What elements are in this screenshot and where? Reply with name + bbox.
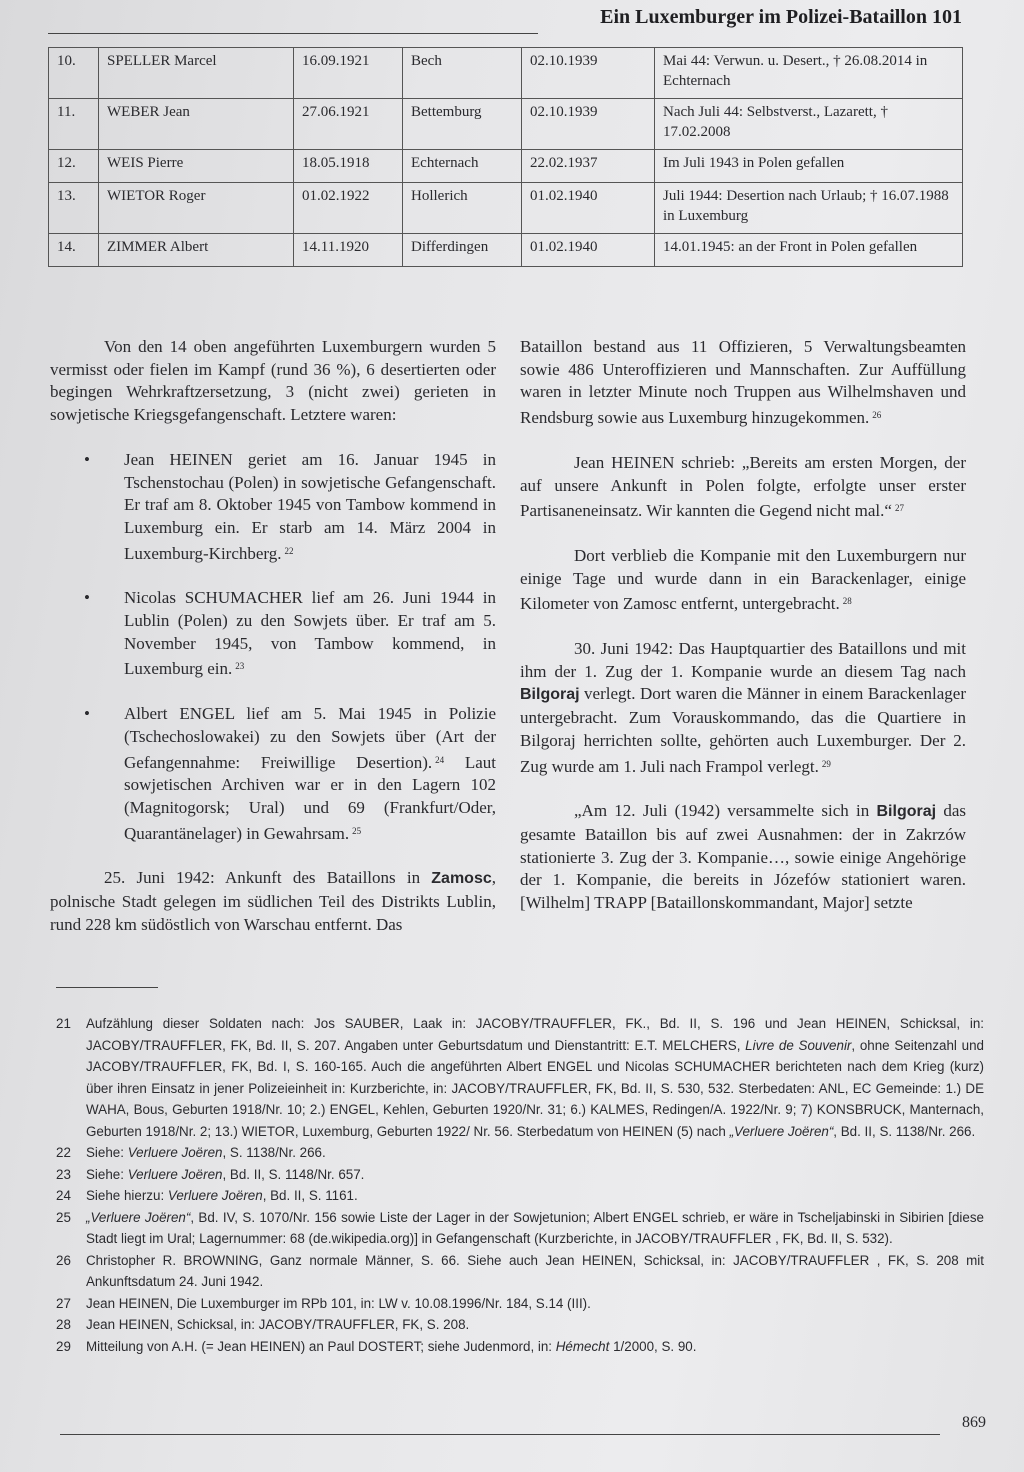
footnote-number: 24 <box>56 1188 71 1203</box>
paragraph: Dort verblieb die Kompanie mit den Luxemburgern nur einige Tage und wurde dann in ein Barackenlager, einige Kilometer von Zamosc entfernt, untergebracht. $^{28}$ <box>520 545 966 614</box>
footnote-ref: 27 <box>894 503 904 514</box>
table-row <box>49 234 963 267</box>
footnote-number: 27 <box>56 1295 71 1311</box>
table-cell: SPELLER Marcel <box>99 48 294 99</box>
footnotes <box>56 1013 984 1357</box>
table-cell: 10. <box>49 48 99 99</box>
table-cell: 01.02.1940 <box>522 234 655 267</box>
paragraph-zamosc: 25. Juni 1942: Ankunft des Bataillons in Zamosc, polnische Stadt gelegen im südlichen Teil des Distrikts Lublin, rund 228 km südöstlich von Warschau entfernt. Das <box>50 868 496 934</box>
bullet-icon: • <box>84 704 90 724</box>
footnote-ref: 23 <box>235 661 245 672</box>
table-cell: 14. <box>49 234 99 267</box>
bullet-icon: • <box>84 588 90 608</box>
footnote-ref: 25 <box>352 825 362 836</box>
footnote-ref: 26 <box>872 410 882 421</box>
place-name: Zamosc <box>431 870 492 888</box>
footnote-number: 26 <box>56 1252 71 1268</box>
table-cell: Bech <box>403 48 522 99</box>
table-cell: Differdingen <box>403 234 522 267</box>
footnote: 21 Aufzählung dieser Soldaten nach: Jos SAUBER, Laak in: JACOBY/TRAUFFLER, FK., Bd. II, S. 196 und Jean HEINEN, Schicksal, in: JACOBY/TRAUFFLER, FK, Bd. II, S. 207. Angaben unter Geburtsdatum und Dienstantritt: E.T. MELCHERS, Livre de Souvenir, ohne Seitenzahl und JACOBY/TRAUFFLER, FK, Bd. I, S. 160-165. Auch die angeführten Albert ENGEL und Nicolas SCHUMACHER berichteten nach dem Krieg (kurz) über ihren Einsatz in jener Polizeieinheit in: Kurzberichte, in: JACOBY/TRAUFFLER, FK, Bd. II, S. 530, 532. Sterbedaten: ANL, EC Gemeinde: 1.) DE WAHA, Bous, Geburten 1918/Nr. 10; 2.) ENGEL, Kehlen, Geburten 1920/Nr. 31; 6.) KALMES, Redingen/A. 1922/Nr. 9; 7) KONSBRUCK, Manternach, Geburten 1918/Nr. 2; 13.) WIETOR, Luxemburg, Geburten 1922/ Nr. 56. Sterbedatum von HEINEN (5) nach „Verluere Joëren“, Bd. II, S. 1138/Nr. 266. <box>56 1013 984 1142</box>
table-row <box>49 150 963 183</box>
table-cell: Im Juli 1943 in Polen gefallen <box>655 150 963 183</box>
table-cell: 01.02.1940 <box>522 183 655 234</box>
table-cell: 22.02.1937 <box>522 150 655 183</box>
footnote-number: 22 <box>56 1145 71 1160</box>
place-name: Bilgoraj <box>520 686 580 704</box>
table-cell: 13. <box>49 183 99 234</box>
footnote: 24 Siehe hierzu: Verluere Joëren, Bd. II, S. 1161. <box>56 1185 984 1207</box>
footnote-number: 21 <box>56 1016 71 1031</box>
table-cell: Nach Juli 44: Selbstverst., Lazarett, † 17.02.2008 <box>655 99 963 150</box>
table-cell: WEBER Jean <box>99 99 294 150</box>
paragraph: 30. Juni 1942: Das Hauptquartier des Bataillons und mit ihm der 1. Zug der 1. Kompanie wurde an diesem Tag nach Bilgoraj verlegt. Dort waren die Männer in einem Barackenlager untergebracht. Zum Vorauskommando, das die Quartiere in Bilgoraj herrichten sollte, gehörten auch Luxemburger. Der 2. Zug wurde am 1. Juli nach Frampol verlegt. $^{29}$ <box>520 639 966 776</box>
footnote-number: 25 <box>56 1209 71 1225</box>
table-cell: Juli 1944: Desertion nach Urlaub; † 16.07.1988 in Luxemburg <box>655 183 963 234</box>
list-item: • Jean HEINEN geriet am 16. Januar 1945 in Tschenstochau (Polen) in sowjetische Gefangenschaft. Er traf am 8. Oktober 1945 von Tambow kommend in Luxemburg ein. Er starb am 14. März 2004 in Luxemburg-Kirchberg. $^{22}$ <box>84 449 496 563</box>
table-cell: Bettemburg <box>403 99 522 150</box>
table-cell: 16.09.1921 <box>294 48 403 99</box>
table-cell: 18.05.1918 <box>294 150 403 183</box>
table-cell: WIETOR Roger <box>99 183 294 234</box>
table-cell: Mai 44: Verwun. u. Desert., † 26.08.2014 in Echternach <box>655 48 963 99</box>
soldier-table <box>48 47 963 267</box>
footnote-ref: 24 <box>435 754 445 765</box>
place-name: Bilgoraj <box>876 803 937 821</box>
footnote-ref: 29 <box>821 758 831 769</box>
right-column <box>520 336 966 915</box>
paragraph-intro: Von den 14 oben angeführten Luxemburgern wurden 5 vermisst oder fielen im Kampf (rund 36 %), 6 desertierten oder begingen Wehrkraftzersetzung, 3 (nicht zwei) gerieten in sowjetische Kriegsgefangenschaft. Letztere waren: <box>50 337 496 425</box>
page-number: 869 <box>962 1414 986 1431</box>
list-item: • Albert ENGEL lief am 5. Mai 1945 in Polizie (Tschechoslowakei) zu den Sowjets über (Art der Gefangennahme: Freiwillige Desertion). $^{24}$ Laut sowjetischen Archiven war er in den Lagern 102 (Magnitogorsk; Ural) und 69 (Frankfurt/Oder, Quarantänelager) in Gewahrsam. $^{25}$ <box>84 704 497 843</box>
table-cell: Hollerich <box>403 183 522 234</box>
left-column <box>50 336 496 936</box>
footnote: 26 Christopher R. BROWNING, Ganz normale Männer, S. 66. Siehe auch Jean HEINEN, Schicksal, in: JACOBY/TRAUFFLER , FK, S. 208 mit Ankunftsdatum 24. Juni 1942. <box>56 1250 984 1293</box>
table-cell: ZIMMER Albert <box>99 234 294 267</box>
running-header: Ein Luxemburger im Polizei-Bataillon 101 <box>600 6 962 28</box>
table-cell: 01.02.1922 <box>294 183 403 234</box>
table-cell: 12. <box>49 150 99 183</box>
list-item: • Nicolas SCHUMACHER lief am 26. Juni 1944 in Lublin (Polen) zu den Sowjets über. Er traf am 5. November 1945, von Tambow kommend, in Luxemburg ein. $^{23}$ <box>84 588 496 679</box>
paragraph: Bataillon bestand aus 11 Offizieren, 5 Verwaltungsbeamten sowie 486 Unteroffizieren und Mannschaften. Zur Auffüllung waren in letzter Minute noch Truppen aus Wilhelmshaven und Rendsburg sowie aus Luxemburg hinzugekommen. $^{26}$ <box>520 337 966 428</box>
table-cell: 11. <box>49 99 99 150</box>
table-cell: 14.01.1945: an der Front in Polen gefallen <box>655 234 963 267</box>
table-cell: WEIS Pierre <box>99 150 294 183</box>
footnote-ref: 22 <box>284 545 294 556</box>
footnote: 25 „Verluere Joëren“, Bd. IV, S. 1070/Nr. 156 sowie Liste der Lager in der Sowjetunion; Albert ENGEL schrieb, er wäre in Tscheljabinski in Sibirien [diese Stadt liegt im Ural; Lagernummer: 68 (de.wikipedia.org)] in Gefangenschaft (Kurzberichte, in JACOBY/TRAUFFLER , FK, Bd. II, S. 532). <box>56 1207 984 1250</box>
footnote: 28 Jean HEINEN, Schicksal, in: JACOBY/TRAUFFLER, FK, S. 208. <box>56 1314 984 1336</box>
footnote-rule <box>56 987 158 988</box>
table-row <box>49 48 963 99</box>
table-cell: 02.10.1939 <box>522 48 655 99</box>
table-cell: 27.06.1921 <box>294 99 403 150</box>
table-row <box>49 183 963 234</box>
footnote: 27 Jean HEINEN, Die Luxemburger im RPb 101, in: LW v. 10.08.1996/Nr. 184, S.14 (III). <box>56 1293 984 1315</box>
prisoner-list <box>50 449 496 846</box>
footnote: 22 Siehe: Verluere Joëren, S. 1138/Nr. 266. <box>56 1142 984 1164</box>
footnote-number: 28 <box>56 1317 71 1332</box>
paragraph: Jean HEINEN schrieb: „Bereits am ersten Morgen, der auf unsere Ankunft in Polen folgte, erfolgte unser erster Partisaneneinsatz. Wir kannten die Gegend nicht mal.“ $^{27}$ <box>520 452 966 521</box>
bullet-icon: • <box>84 449 90 469</box>
header-rule <box>48 33 538 34</box>
footnote-ref: 28 <box>842 596 852 607</box>
table-cell: Echternach <box>403 150 522 183</box>
table-cell: 02.10.1939 <box>522 99 655 150</box>
table-cell: 14.11.1920 <box>294 234 403 267</box>
footer-rule <box>60 1434 940 1435</box>
footnote: 29 Mitteilung von A.H. (= Jean HEINEN) an Paul DOSTERT; siehe Judenmord, in: Hémecht 1/2000, S. 90. <box>56 1336 984 1358</box>
footnote-number: 23 <box>56 1166 71 1182</box>
paragraph: „Am 12. Juli (1942) versammelte sich in Bilgoraj das gesamte Bataillon bis auf zwei Ausnahmen: der in Zakrzów stationierte 3. Zug der 3. Kompanie…, sowie einige Angehörige der 1. Kompanie, die bereits in Józefów stationiert waren. [Wilhelm] TRAPP [Bataillonskommandant, Major] setzte <box>520 801 966 913</box>
footnote-number: 29 <box>56 1338 71 1354</box>
table-row <box>49 99 963 150</box>
footnote: 23 Siehe: Verluere Joëren, Bd. II, S. 1148/Nr. 657. <box>56 1164 984 1186</box>
